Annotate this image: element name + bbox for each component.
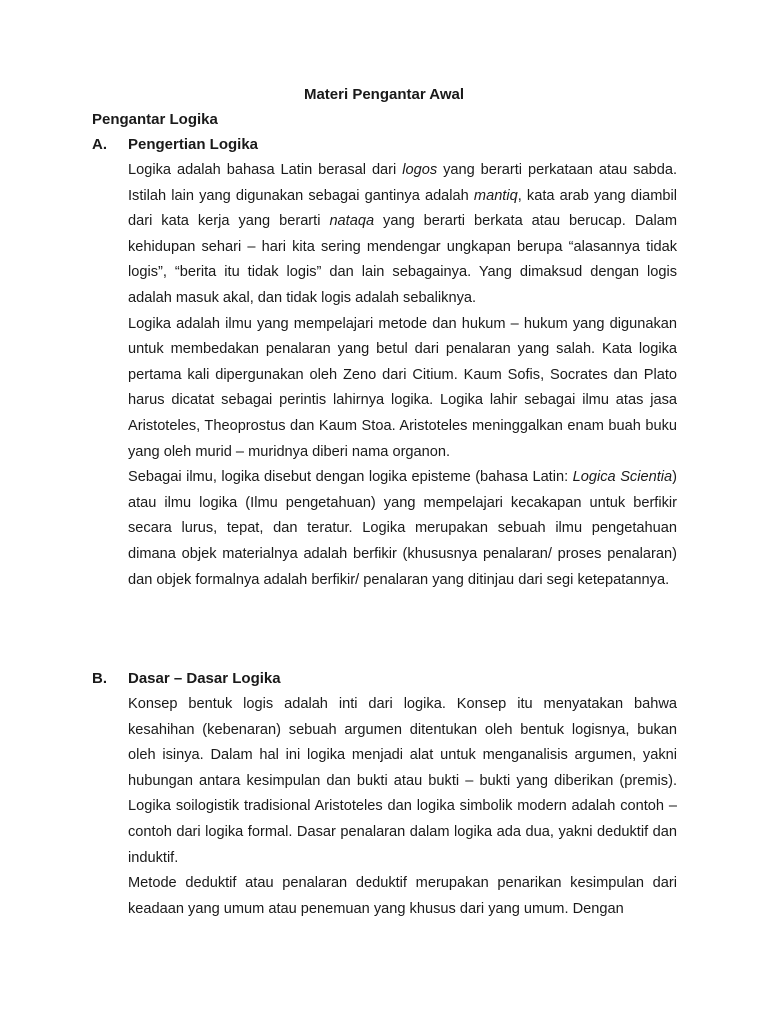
section-marker: B. bbox=[92, 670, 107, 687]
section-heading bbox=[92, 668, 677, 692]
section-b bbox=[92, 668, 677, 922]
section-heading bbox=[92, 134, 677, 158]
text-run: Logika adalah bahasa Latin berasal dari bbox=[128, 162, 403, 178]
paragraph bbox=[128, 465, 677, 593]
paragraph bbox=[128, 312, 677, 466]
section-marker: A. bbox=[92, 136, 107, 153]
italic-term: Logica Scientia bbox=[572, 469, 673, 486]
italic-term: nataqa bbox=[329, 213, 375, 230]
paragraph bbox=[128, 692, 677, 871]
paragraph bbox=[128, 871, 677, 922]
section-heading-text: Pengertian Logika bbox=[128, 136, 259, 153]
document-title: Materi Pengantar Awal bbox=[303, 86, 465, 103]
text-run: Metode deduktif atau penalaran deduktif merupakan penarikan kesimpulan dari keadaan yang umum atau penemuan yang khusus dari yang umum. Dengan bbox=[128, 875, 677, 917]
text-run: ) atau ilmu logika (Ilmu pengetahuan) yang mempelajari kecakapan untuk berfikir secara lurus, tepat, dan teratur. Logika merupakan sebuah ilmu pengetahuan dimana objek materialnya adalah berfikir (khususnya penalaran/ proses penalaran) dan objek formalnya adalah berfikir/ penalaran yang ditinjau dari segi ketepatannya. bbox=[128, 469, 677, 588]
section-heading-text: Dasar – Dasar Logika bbox=[128, 670, 281, 687]
text-run: Logika adalah ilmu yang mempelajari metode dan hukum – hukum yang digunakan untuk membedakan penalaran yang betul dari penalaran yang salah. Kata logika pertama kali dipergunakan oleh Zeno dari Citium. Kaum Sofis, Socrates dan Plato harus dicatat sebagai perintis lahirnya logika. Logika lahir sebagai ilmu atas jasa Aristoteles, Theoprostus dan Kaum Stoa. Aristoteles meninggalkan enam buah buku yang oleh murid – muridnya diberi nama organon. bbox=[128, 315, 677, 460]
section-body bbox=[128, 692, 677, 922]
text-run: Konsep bentuk logis adalah inti dari logika. Konsep itu menyatakan bahwa kesahihan (kebenaran) sebuah argumen ditentukan oleh bentuk logisnya, bukan oleh isinya. Dalam hal ini logika menjadi alat untuk menganalisis argumen, yakni hubungan antara kesimpulan dan bukti atau bukti – bukti yang diberikan (premis). Logika soilogistik tradisional Aristoteles dan logika simbolik modern adalah contoh – contoh dari logika formal. Dasar penalaran dalam logika ada dua, yakni deduktif dan induktif. bbox=[128, 696, 677, 866]
text-run: Sebagai ilmu, logika disebut dengan logika episteme (bahasa Latin: bbox=[128, 469, 573, 486]
text-run: yang berarti berkata atau berucap. Dalam kehidupan sehari – hari kita sering mendengar ungkapan berupa “alasannya tidak logis”, “berita itu tidak logis” dan lain sebagainya. Yang dimaksud dengan logis adalah masuk akal, dan tidak logis adalah sebaliknya. bbox=[128, 213, 677, 306]
text-run: yang berarti perkataan atau sabda. Istilah lain yang digunakan sebagai gantinya adalah bbox=[128, 162, 677, 204]
paragraph bbox=[128, 158, 677, 312]
document-subtitle: Pengantar Logika bbox=[92, 111, 218, 128]
section-a bbox=[92, 134, 677, 593]
section-body bbox=[128, 158, 677, 593]
text-run: , kata arab yang diambil dari kata kerja yang berarti bbox=[128, 187, 678, 230]
italic-term: logos bbox=[402, 162, 438, 178]
italic-term: mantiq bbox=[473, 187, 518, 204]
